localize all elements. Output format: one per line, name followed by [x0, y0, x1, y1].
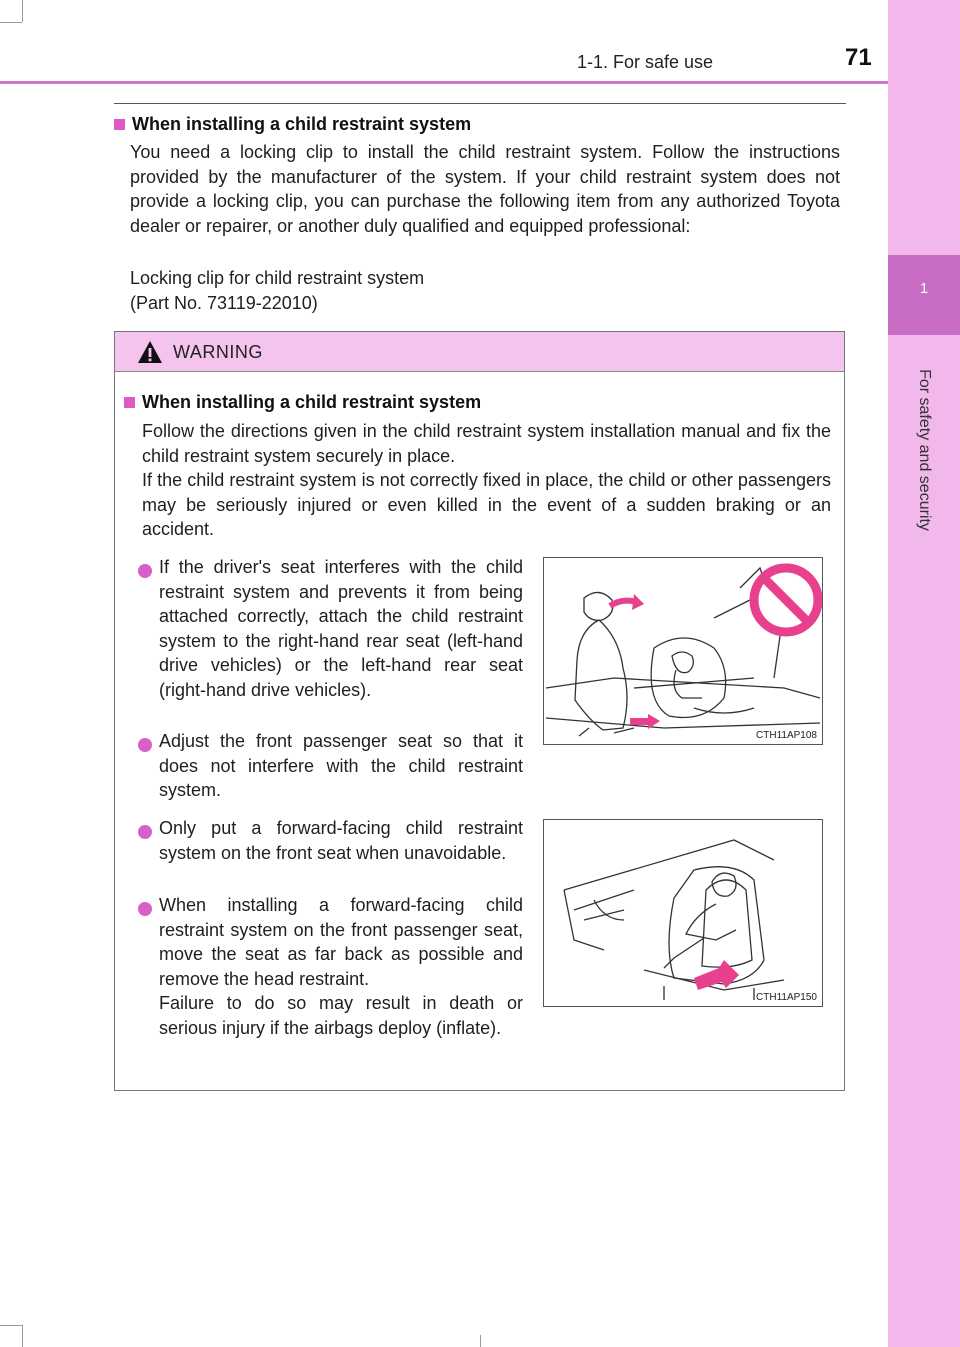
intro-paragraph: You need a locking clip to install the child restraint system. Follow the instructions provided by the manufacturer of the system. If your child restraint system does not provide a locking clip, you can purchase the following item from any authorized Toyota dealer or repairer, or another duly qualified and equipped professional:	[130, 142, 840, 236]
warning-triangle-icon	[137, 340, 163, 364]
figure-forward-facing-seat	[543, 819, 823, 1007]
bullet-4-extra: Failure to do so may result in death or serious injury if the airbags deploy (inflate).	[159, 993, 523, 1038]
bullet-item: Only put a forward-facing child restraint system on the front seat when unavoidable.	[159, 816, 523, 865]
chapter-side-tab	[888, 0, 960, 1347]
bullet-dot-icon	[138, 825, 152, 839]
crop-mark	[22, 0, 23, 22]
crop-mark	[0, 22, 22, 23]
square-bullet-icon	[114, 119, 125, 130]
section-heading: When installing a child restraint system	[114, 114, 471, 135]
page-number: 71	[845, 44, 872, 71]
content-rule	[114, 103, 846, 104]
prohibition-icon	[754, 568, 818, 632]
bullet-dot-icon	[138, 564, 152, 578]
figure-seat-interference	[543, 557, 823, 745]
arrow-icon	[610, 594, 644, 610]
warning-text-2: If the child restraint system is not correctly fixed in place, the child or other passengers may be seriously injured or even killed in the event of a sudden braking or an accident.	[142, 470, 831, 539]
bullet-item: Adjust the front passenger seat so that it does not interfere with the child restraint system.	[159, 729, 523, 803]
section-title: 1-1. For safe use	[577, 52, 714, 72]
warning-box	[114, 331, 845, 1091]
crop-mark	[22, 1325, 23, 1347]
crop-mark	[0, 1325, 22, 1326]
square-bullet-icon	[124, 397, 135, 408]
bullet-item: When installing a forward-facing child restraint system on the front passenger seat, move the seat as far back as possible and remove the head restraint. Failure to do so may result in death or serious injury if the airbags deploy (inflate).	[159, 893, 523, 1040]
seat-interference-illustration	[544, 558, 822, 744]
warning-header	[115, 332, 844, 372]
forward-facing-seat-illustration	[544, 820, 822, 1006]
figure-code: CTH11AP108	[756, 730, 817, 741]
chapter-number: 1	[919, 280, 929, 297]
arrow-icon	[694, 960, 739, 990]
part-line-2: (Part No. 73119-22010)	[130, 292, 318, 313]
header-rule	[0, 81, 888, 84]
chapter-label: For safety and security	[916, 369, 933, 531]
bullet-dot-icon	[138, 738, 152, 752]
warning-text-1: Follow the directions given in the child restraint system installation manual and fix the child restraint system securely in place.	[142, 421, 831, 466]
bullet-item: If the driver's seat interferes with the child restraint system and prevents it from being attached correctly, attach the child restraint system to the right-hand rear seat (left-hand drive vehicles) or the left-hand rear seat (right-hand drive vehicles).	[159, 555, 523, 702]
crop-mark	[480, 1335, 481, 1347]
warning-title: WARNING	[173, 342, 263, 362]
bullet-dot-icon	[138, 902, 152, 916]
part-line-1: Locking clip for child restraint system	[130, 268, 425, 288]
warning-heading: When installing a child restraint system	[124, 392, 481, 413]
part-paragraph	[130, 266, 840, 315]
figure-code: CTH11AP150	[756, 992, 817, 1003]
